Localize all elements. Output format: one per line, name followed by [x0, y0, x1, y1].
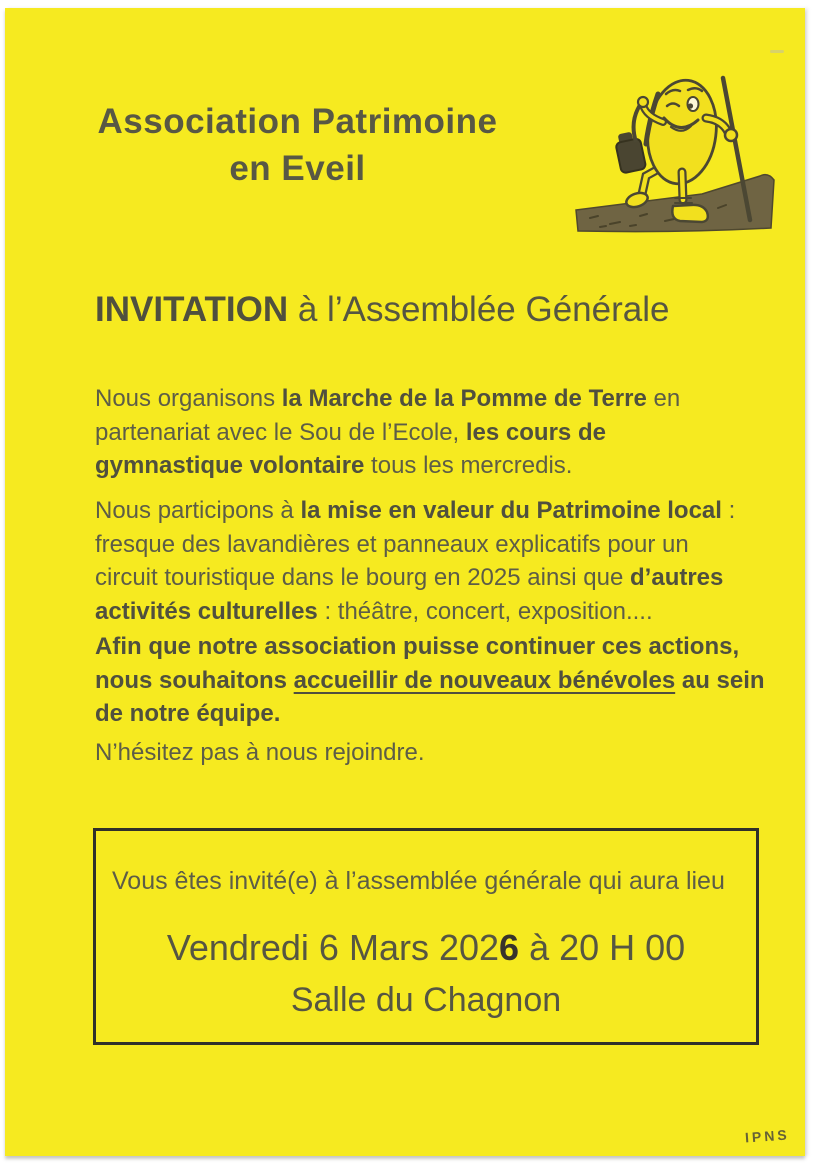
paragraph-join-us: N’hésitez pas à nous rejoindre.	[95, 739, 425, 766]
flyer-paper	[5, 8, 805, 1156]
p2-bold-cultural: d’autres activités culturelles	[95, 564, 724, 625]
p1-text: Nous organisons	[95, 385, 282, 412]
p1-bold-gym: les cours de gymnastique volontaire	[95, 418, 606, 479]
ipns-note: IPNS	[744, 1126, 791, 1146]
invitation-details-box	[93, 828, 759, 1045]
left-hand	[638, 97, 648, 107]
association-title-line2: en Eveil	[229, 149, 366, 188]
meeting-date	[96, 927, 756, 969]
paragraph-heritage	[95, 494, 757, 628]
invitation-heading-bold: INVITATION	[95, 290, 289, 329]
association-title-line1: Association Patrimoine	[97, 102, 498, 141]
paragraph-activities	[95, 382, 757, 483]
invite-sentence: Vous êtes invité(e) à l’assemblée générale qui aura lieu	[112, 867, 725, 895]
invitation-heading-rest: à l’Assemblée Générale	[288, 290, 670, 329]
p3-text: Afin que notre association puisse continuer ces actions, nous souhaitons	[95, 633, 740, 694]
p1-text: en partenariat avec le Sou de l’Ecole,	[95, 385, 681, 446]
scan-artifact-dash	[770, 50, 784, 53]
p1-text: tous les mercredis.	[364, 452, 573, 479]
p1-bold-march: la Marche de la Pomme de Terre	[281, 385, 647, 412]
p2-text: : fresque des lavandières et panneaux explicatifs pour un circuit touristique dans le bourg en 2025 ainsi que	[95, 497, 736, 591]
p2-bold-heritage: la mise en valeur du Patrimoine local	[300, 497, 722, 524]
meeting-time: à 20 H 00	[519, 927, 686, 968]
meeting-venue: Salle du Chagnon	[290, 981, 562, 1019]
p3-underlined-volunteers: accueillir de nouveaux bénévoles	[293, 666, 676, 694]
p2-text: Nous participons à	[95, 497, 301, 524]
p2-text: : théâtre, concert, exposition....	[317, 597, 653, 625]
association-title	[60, 98, 535, 192]
backpack	[614, 130, 647, 173]
invitation-heading	[95, 290, 775, 330]
front-boot	[672, 205, 708, 222]
meeting-date-prefix: Vendredi 6 Mars 202	[166, 927, 500, 968]
right-hand	[725, 129, 737, 141]
p3-text: au sein de notre équipe.	[95, 666, 765, 727]
paragraph-volunteers	[95, 630, 767, 731]
corrected-year-digit: 6	[499, 927, 520, 968]
potato-hiker-illustration	[570, 58, 800, 253]
